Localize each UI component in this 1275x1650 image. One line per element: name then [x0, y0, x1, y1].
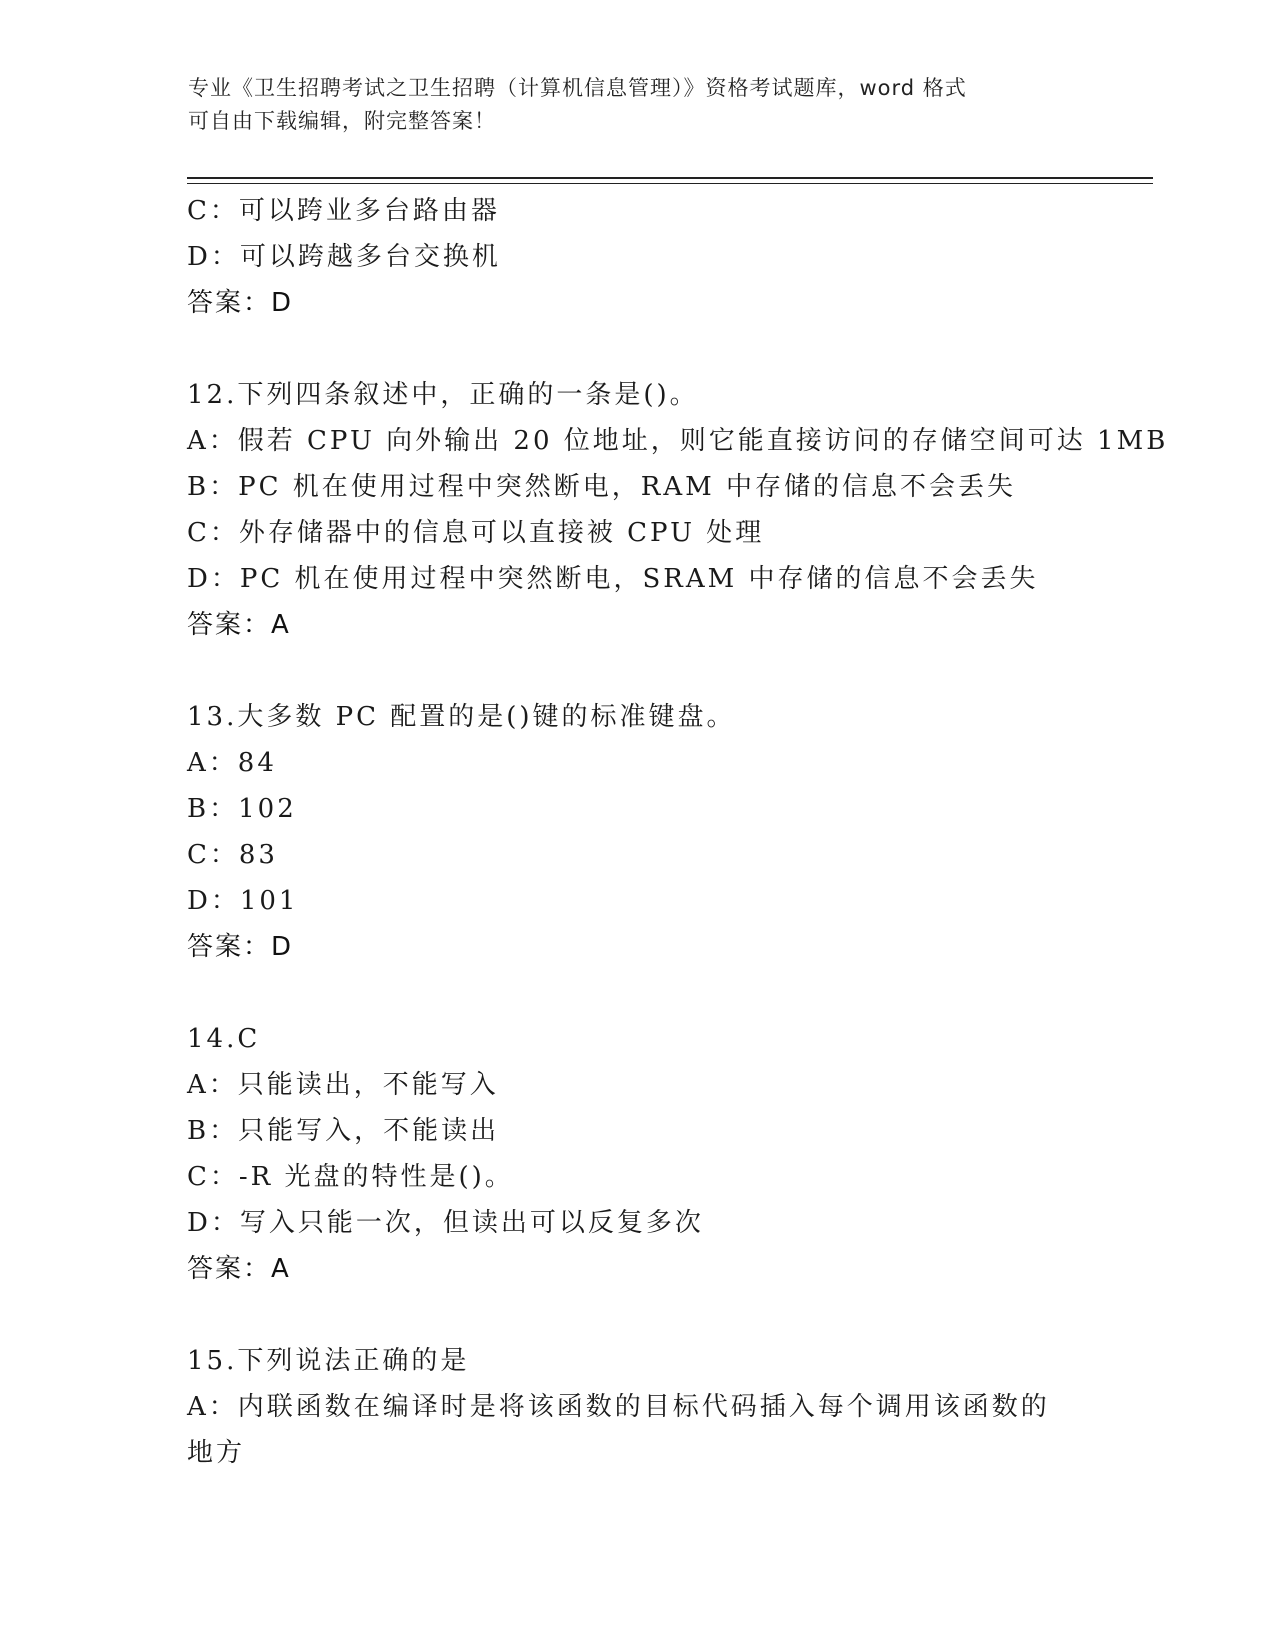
- option-a: A：假若 CPU 向外输出 20 位地址，则它能直接访问的存储空间可达 1MB: [187, 426, 1169, 456]
- option-d: D：写入只能一次，但读出可以反复多次: [187, 1208, 704, 1238]
- question-15: [187, 1338, 1087, 1468]
- option-b: B：只能写入，不能读出: [187, 1116, 500, 1146]
- spacer: [187, 326, 1087, 372]
- answer-line: 答案：A: [187, 610, 291, 640]
- header-line-2: 可自由下载编辑，附完整答案！: [188, 109, 496, 133]
- answer-line: 答案：D: [187, 932, 294, 962]
- option-b: B：102: [187, 794, 297, 824]
- question-stem: 15.下列说法正确的是: [187, 1346, 470, 1376]
- option-b: B：PC 机在使用过程中突然断电，RAM 中存储的信息不会丢失: [187, 472, 1016, 502]
- spacer: [187, 648, 1087, 694]
- question-stem: 13.大多数 PC 配置的是()键的标准键盘。: [187, 702, 736, 732]
- question-14: [187, 1016, 1087, 1292]
- option-a: A：只能读出，不能写入: [187, 1070, 499, 1100]
- option-c: C：-R 光盘的特性是()。: [187, 1162, 514, 1192]
- option-d: D：101: [187, 886, 299, 916]
- option-a: A：84: [187, 748, 277, 778]
- option-c: C：可以跨业多台路由器: [187, 196, 500, 226]
- header-line-1: 专业《卫生招聘考试之卫生招聘（计算机信息管理）》资格考试题库，word 格式: [188, 76, 967, 100]
- header-divider-thick: [187, 177, 1153, 179]
- spacer: [187, 970, 1087, 1016]
- question-list: [187, 188, 1169, 1468]
- option-c: C：外存储器中的信息可以直接被 CPU 处理: [187, 518, 765, 548]
- question-11-tail: [187, 188, 1087, 326]
- question-stem: 12.下列四条叙述中，正确的一条是()。: [187, 380, 699, 410]
- answer-line: 答案：D: [187, 288, 294, 318]
- option-c: C：83: [187, 840, 278, 870]
- option-d: D：可以跨越多台交换机: [187, 242, 501, 272]
- header-divider-thin: [187, 183, 1153, 184]
- option-a: A：内联函数在编译时是将该函数的目标代码插入每个调用该函数的地方: [187, 1392, 1050, 1468]
- option-d: D：PC 机在使用过程中突然断电，SRAM 中存储的信息不会丢失: [187, 564, 1039, 594]
- question-12: [187, 372, 1169, 648]
- document-header: [188, 72, 1068, 138]
- spacer: [187, 1292, 1087, 1338]
- answer-line: 答案：A: [187, 1254, 291, 1284]
- question-13: [187, 694, 1087, 970]
- question-stem: 14.C: [187, 1024, 261, 1054]
